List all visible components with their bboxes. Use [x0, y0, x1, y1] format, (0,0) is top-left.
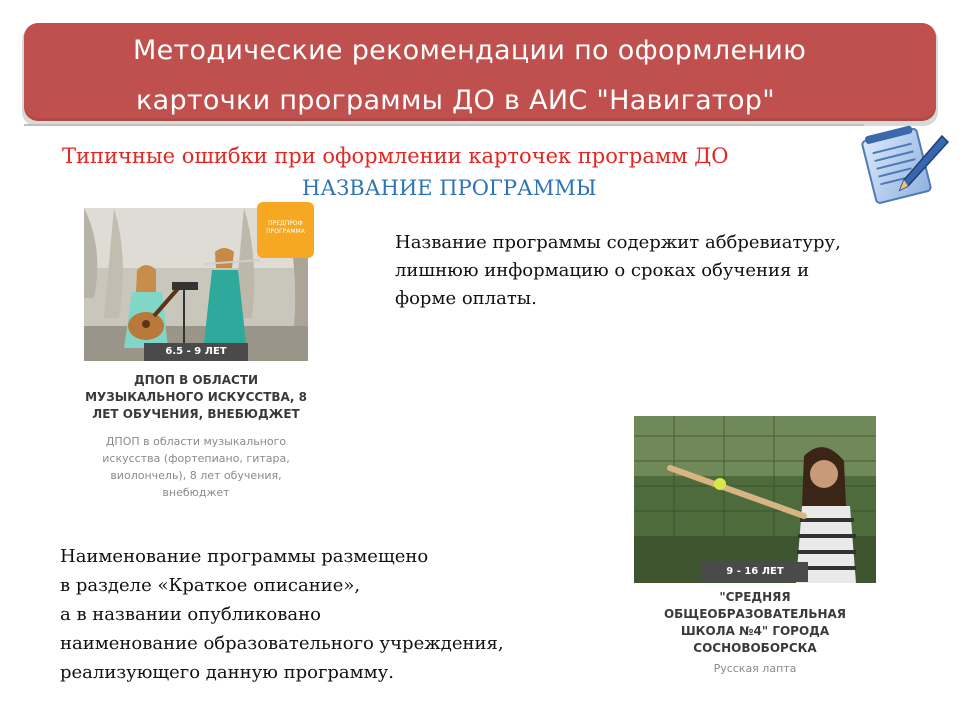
card1-desc-line: ДПОП в области музыкального — [105, 435, 287, 448]
card1-title-line: ДПОП В ОБЛАСТИ — [133, 373, 259, 387]
note-text — [60, 542, 580, 687]
card1-desc-line: искусства (фортепиано, гитара, — [102, 452, 290, 465]
card2-title-line: ШКОЛА №4" ГОРОДА — [680, 624, 830, 638]
explanation-line: лишнюю информацию о сроках обучения и — [395, 260, 810, 281]
page-title-line-2: карточки программы ДО в АИС "Навигатор" — [136, 85, 775, 116]
card2-title[interactable] — [634, 589, 876, 657]
note-line: Наименование программы размещено — [60, 546, 429, 567]
section-subtitle: Типичные ошибки при оформлении карточек программ ДО — [62, 144, 729, 168]
note-line: а в названии опубликовано — [60, 604, 321, 625]
explanation-line: форме оплаты. — [395, 288, 537, 309]
card1-desc-line: виолончель), 8 лет обучения, — [110, 469, 282, 482]
page-title-line-1: Методические рекомендации по оформлению — [133, 35, 807, 66]
card1-title[interactable] — [84, 372, 308, 423]
note-line: в разделе «Краткое описание», — [60, 575, 361, 596]
card1-title-line: ЛЕТ ОБУЧЕНИЯ, ВНЕБЮДЖЕТ — [92, 407, 300, 421]
explanation-line: Название программы содержит аббревиатуру, — [395, 232, 841, 253]
card2-description: Русская лапта — [713, 662, 797, 675]
card1-age-badge: 6.5 - 9 ЛЕТ — [144, 343, 248, 361]
note-line: наименование образовательного учреждения, — [60, 633, 504, 654]
card2-title-line: ОБЩЕОБРАЗОВАТЕЛЬНАЯ — [663, 607, 847, 621]
section-subheading: НАЗВАНИЕ ПРОГРАММЫ — [302, 176, 597, 200]
program-type-badge — [257, 202, 314, 258]
note-line: реализующего данную программу. — [60, 662, 394, 683]
card2-photo — [634, 416, 876, 583]
notepad-pen-icon — [858, 122, 950, 204]
card1-desc-line: внебюджет — [162, 486, 230, 499]
explanation-text — [395, 229, 895, 313]
card2-title-line: СОСНОВОБОРСКА — [693, 641, 817, 655]
card2-title-line: "СРЕДНЯЯ — [719, 590, 791, 604]
card1-description — [86, 433, 306, 501]
card2-age-badge: 9 - 16 ЛЕТ — [702, 562, 808, 582]
program-type-badge-line-2: ПРОГРАММА — [266, 228, 305, 235]
program-type-badge-line-1: ПРЕДПРОФ — [268, 220, 303, 227]
card1-title-line: МУЗЫКАЛЬНОГО ИСКУССТВА, 8 — [85, 390, 307, 404]
header-divider — [24, 124, 864, 126]
